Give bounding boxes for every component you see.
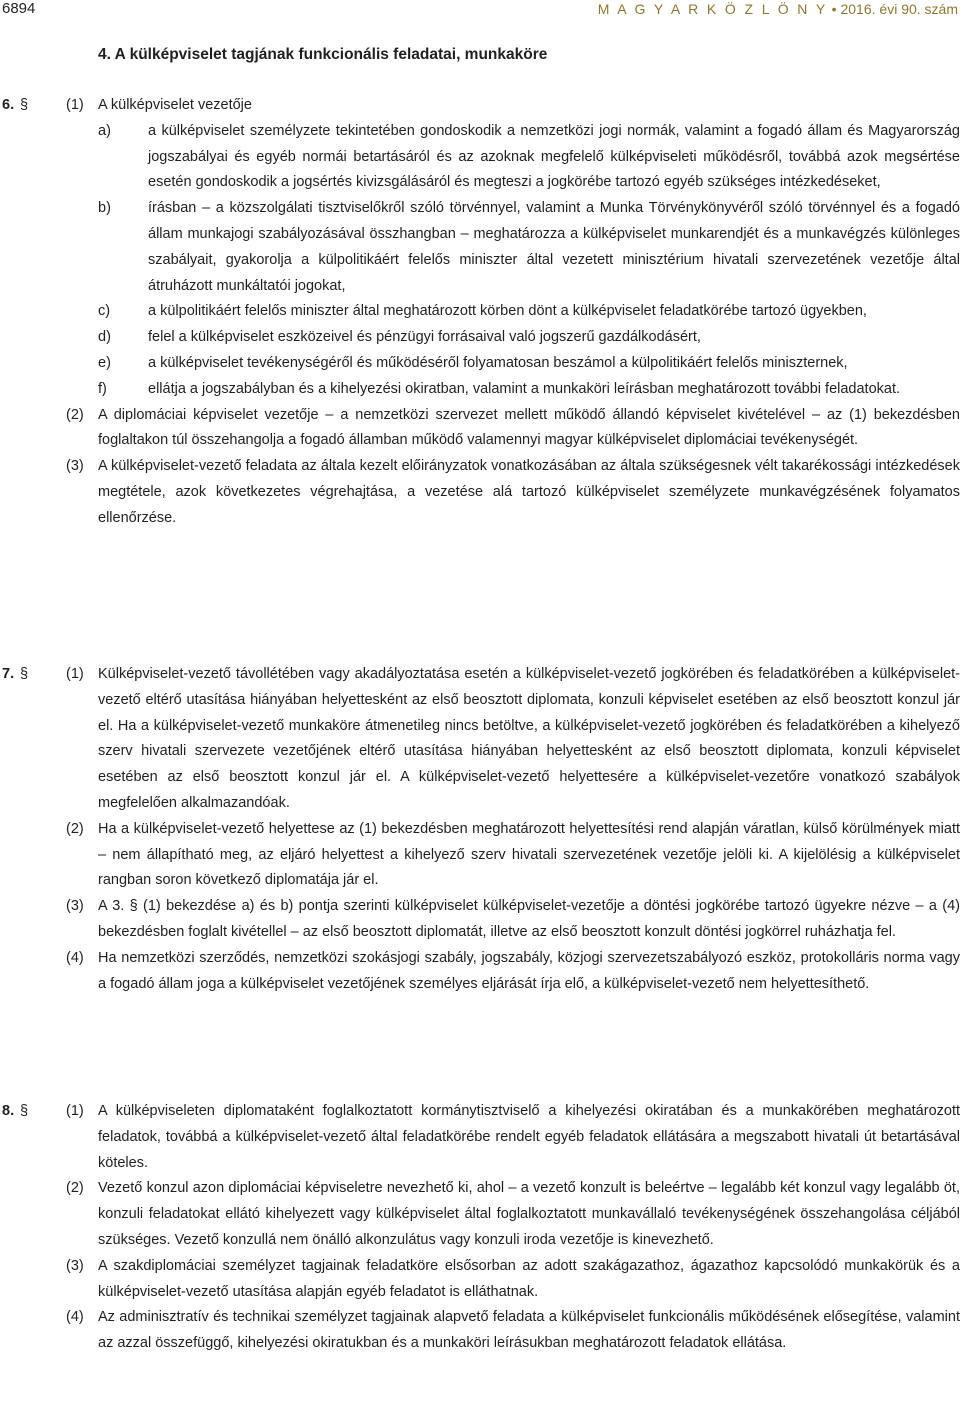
paragraph-number: (2) — [66, 406, 84, 423]
paragraph-4 — [2, 1305, 960, 1357]
page-number: 6894 — [2, 0, 36, 17]
item-label: b) — [98, 200, 111, 217]
paragraph-text: A külképviselet-vezető feladata az általa kezelt előirányzatok vonatkozásában az általa szükségesnek vélt takarékossági intézkedések megtétele, azok következetes végrehajtása, a vezetése alá tartozó külképviselet személyzete munkavégzésének folyamatos ellenőrzése. — [98, 458, 960, 526]
header-separator: • — [831, 1, 837, 17]
paragraph-3 — [2, 1254, 960, 1306]
paragraph-number: (1) — [66, 1103, 84, 1119]
paragraph-number: (2) — [66, 820, 84, 837]
journal-issue: 2016. évi 90. szám — [840, 1, 958, 17]
paragraph-text: A külképviseleten diplomataként foglalkoztatott kormánytisztviselő a kihelyezési okiratában és a munkakörében meghatározott feladatok, továbbá a külképviselet-vezető által feladatkörébe rendelt egyéb feladatok ellátására a megszabott hivatali út betartásával köteles. — [98, 1103, 960, 1171]
item-label: a) — [98, 122, 111, 139]
paragraph-4 — [2, 946, 960, 998]
item-text: a külpolitikáért felelős miniszter által meghatározott körben dönt a külképviselet feladatkörébe tartozó ügyekben, — [148, 303, 867, 320]
chapter-subtitle: 4. A külképviselet tagjának funkcionális feladatai, munkaköre — [98, 46, 548, 63]
paragraph-number: (3) — [66, 1257, 84, 1274]
section-6 — [2, 93, 960, 532]
paragraph-number: (3) — [66, 898, 84, 915]
journal-header — [598, 0, 958, 18]
item-text: felel a külképviselet eszközeivel és pénzügyi forrásaival való jogszerű gazdálkodásért, — [148, 329, 701, 346]
list-item-c — [2, 299, 960, 325]
paragraph-1 — [2, 93, 960, 119]
paragraph-3 — [2, 894, 960, 946]
paragraph-1 — [2, 662, 960, 817]
paragraph-text: A diplomáciai képviselet vezetője – a nemzetközi szervezet mellett működő állandó képviselet kivételével – az (1) bekezdésben foglaltakon túl összehangolja a fogadó államban működő valamennyi magyar külképviselet diplomáciai tevékenységét. — [98, 406, 960, 449]
list-item-d — [2, 325, 960, 351]
item-text: írásban – a közszolgálati tisztviselőkről szóló törvénnyel, valamint a Munka Törvénykönyvéről szóló törvénnyel és a fogadó állam munkajogi szabályozásával összhangban – meghatározza a külképviselet munkarendjét és a munkavégzés különleges szabályait, gyakorolja a külpolitikáért felelős miniszter által vezetett minisztérium hivatali szervezetének vezetője által átruházott munkáltatói jogokat, — [148, 200, 960, 294]
item-label: d) — [98, 329, 111, 346]
section-8 — [2, 1099, 960, 1357]
section-number: 6. — [2, 97, 15, 113]
paragraph-number: (1) — [66, 97, 84, 113]
paragraph-text: A 3. § (1) bekezdése a) és b) pontja szerinti külképviselet külképviselet-vezetője a döntési jogkörébe tartozó ügyekre nézve – a (4) bekezdésben foglalt kivétellel – az első beosztott diplomatát, illetve az első beosztott konzult döntési jogkörrel ruházhatja fel. — [98, 898, 960, 940]
paragraph-1 — [2, 1099, 960, 1176]
item-label: c) — [98, 303, 111, 320]
list-item-b — [2, 196, 960, 299]
item-text: a külképviselet tevékenységéről és működéséről folyamatosan beszámol a külpolitikáért felelős miniszternek, — [148, 354, 848, 371]
list-item-f — [2, 377, 960, 403]
paragraph-text: Külképviselet-vezető távollétében vagy akadályoztatása esetén a külképviselet-vezető jogkörében és feladatkörében a külképviselet-vezető eltérő utasítása hiányában helyettesként az első beosztott diplomata, konzuli képviselet esetében az első beosztott konzul jár el. Ha a külképviselet-vezető munkaköre átmenetileg nincs betöltve, a külképviselet-vezető jogkörében és feladatkörében a kihelyező szerv hivatali szervezete vezetőjének eltérő utasítása hiányában helyettesként az első beosztott diplomata, konzuli képviselet esetében az első beosztott konzul jár el. A külképviselet-vezető helyettesére a külképviselet-vezetőre vonatkozó szabályok megfelelően alkalmazandóak. — [98, 666, 960, 811]
section-number: 8. — [2, 1103, 15, 1119]
paragraph-text: A külképviselet vezetője — [98, 97, 252, 113]
section-symbol: § — [20, 97, 29, 113]
paragraph-number: (4) — [66, 949, 84, 966]
paragraph-3 — [2, 454, 960, 531]
paragraph-number: (3) — [66, 458, 84, 475]
paragraph-2 — [2, 1176, 960, 1253]
paragraph-number: (2) — [66, 1180, 84, 1197]
section-symbol: § — [20, 1103, 29, 1119]
paragraph-text: Ha nemzetközi szerződés, nemzetközi szokásjogi szabály, jogszabály, közjogi szervezetszabályozó eszköz, protokolláris norma vagy a fogadó állam joga a külképviselet vezetőjének személyes eljárását írja elő, a külképviselet-vezető nem helyettesíthető. — [98, 949, 960, 992]
list-item-a — [2, 119, 960, 196]
paragraph-number: (1) — [66, 666, 84, 682]
section-symbol: § — [20, 666, 29, 682]
item-text: ellátja a jogszabályban és a kihelyezési okiratban, valamint a munkaköri leírásban meghatározott további feladatokat. — [148, 380, 901, 397]
paragraph-text: Ha a külképviselet-vezető helyettese az (1) bekezdésben meghatározott helyettesítési rend alapján váratlan, külső körülmények miatt – nem állapítható meg, az eljáró helyettest a kihelyező szerv hivatali szervezetének vezetője jelöli ki. A kijelölésig a külképviselet rangban soron következő diplomatája jár el. — [98, 820, 960, 889]
item-label: f) — [98, 380, 107, 397]
section-number: 7. — [2, 666, 15, 682]
list-item-e — [2, 351, 960, 377]
paragraph-text: A szakdiplomáciai személyzet tagjainak feladatköre elsősorban az adott szakágazathoz, ágazathoz kapcsolódó munkakörük és a külképviselet-vezető utasítása alapján egyéb feladatot is elláthatnak. — [98, 1257, 960, 1300]
paragraph-2 — [2, 817, 960, 894]
section-7 — [2, 662, 960, 997]
paragraph-2 — [2, 403, 960, 455]
item-text: a külképviselet személyzete tekintetében gondoskodik a nemzetközi jogi normák, valamint a fogadó állam és Magyarország jogszabályai és egyéb normái betartásáról és az azoknak megfelelő külképviseleti működésről, továbbá azok megsértése esetén gondoskodik a jogsértés kivizsgálásáról és megteszi a jogkörébe tartozó egyéb szükséges intézkedéseket, — [148, 122, 960, 191]
paragraph-number: (4) — [66, 1309, 84, 1326]
paragraph-text: Az adminisztratív és technikai személyzet tagjainak alapvető feladata a külképviselet funkcionális működésének elősegítése, valamint az azzal összefüggő, kihelyezési okiratukban és a munkaköri leírásukban meghatározott feladatok ellátása. — [98, 1309, 960, 1352]
paragraph-text: Vezető konzul azon diplomáciai képviseletre nevezhető ki, ahol – a vezető konzult is beleértve – legalább két konzul vagy legalább öt, konzuli feladatokat ellátó kihelyezett vagy külképviselet által foglalkoztatott munkavállaló tevékenységének összehangolása céljából szükséges. Vezető konzullá nem önálló alkonzulátus vagy konzuli iroda vezetője is kinevezhető. — [98, 1180, 960, 1248]
item-label: e) — [98, 354, 111, 371]
journal-title: M A G Y A R K Ö Z L Ö N Y — [597, 1, 828, 17]
